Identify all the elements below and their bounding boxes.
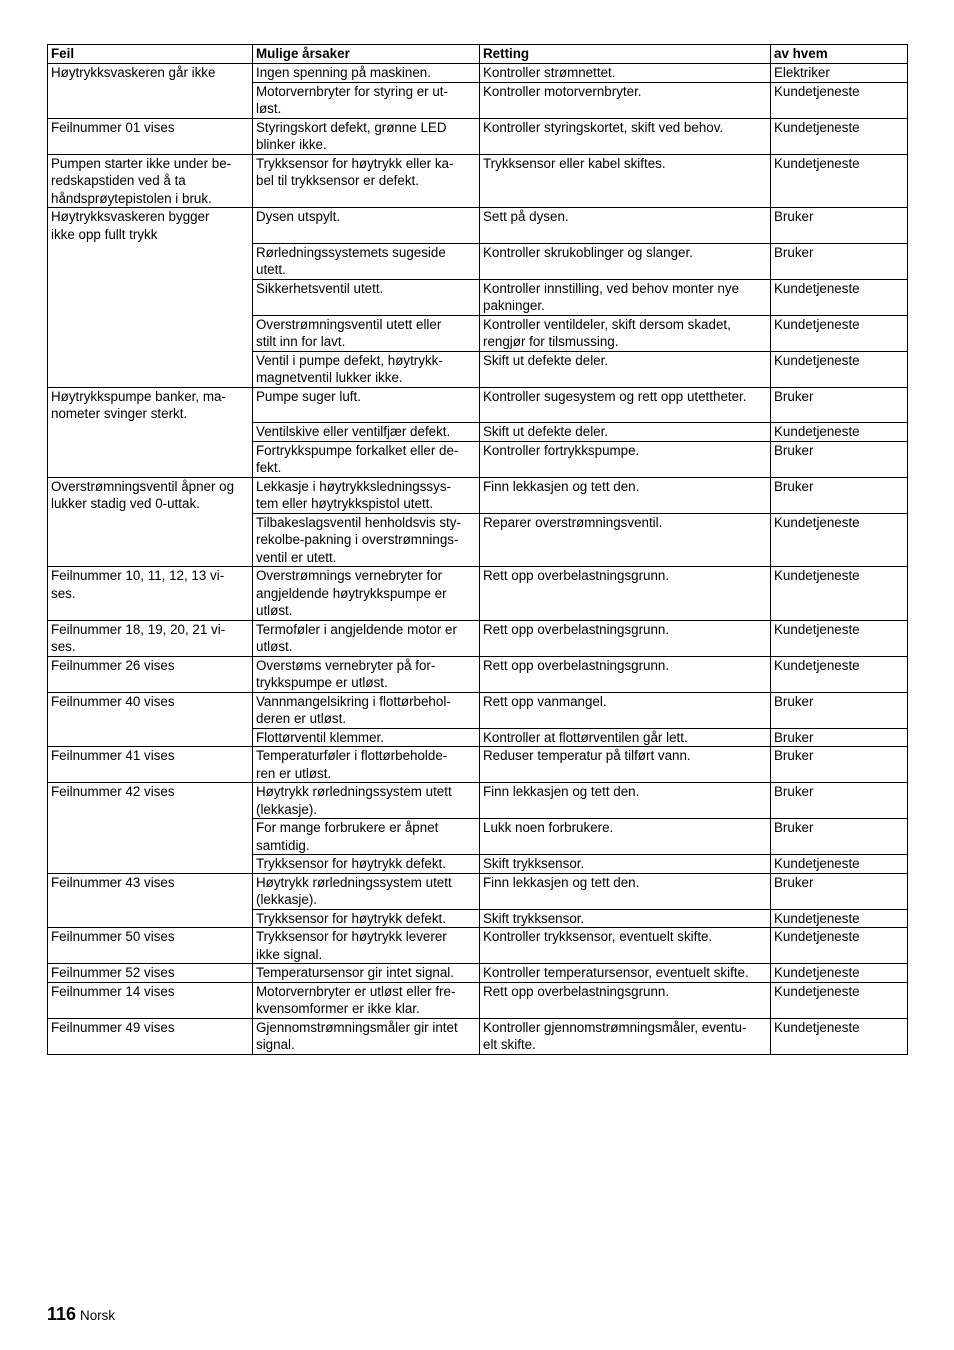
table-row bbox=[48, 477, 908, 513]
cause-cell: Vannmangelsikring i flottørbehol- deren er utløst. bbox=[253, 692, 480, 728]
cause-cell: Trykksensor for høytrykk defekt. bbox=[253, 855, 480, 874]
responsible-cell: Kundetjeneste bbox=[771, 315, 908, 351]
fault-cell bbox=[48, 513, 253, 567]
table-row bbox=[48, 423, 908, 442]
remedy-cell: Kontroller styringskortet, skift ved behov. bbox=[480, 118, 771, 154]
table-row bbox=[48, 279, 908, 315]
remedy-cell: Trykksensor eller kabel skiftes. bbox=[480, 154, 771, 208]
table-body bbox=[48, 64, 908, 1055]
cause-cell: Temperaturføler i flottørbeholde- ren er utløst. bbox=[253, 747, 480, 783]
remedy-cell: Kontroller trykksensor, eventuelt skifte. bbox=[480, 928, 771, 964]
remedy-cell: Kontroller temperatursensor, eventuelt skifte. bbox=[480, 964, 771, 983]
cause-cell: Tilbakeslagsventil henholdsvis sty- rekolbe-pakning i overstrømnings- ventil er utett. bbox=[253, 513, 480, 567]
table-row bbox=[48, 909, 908, 928]
responsible-cell: Kundetjeneste bbox=[771, 909, 908, 928]
remedy-cell: Reduser temperatur på tilført vann. bbox=[480, 747, 771, 783]
fault-cell: Feilnummer 43 vises bbox=[48, 873, 253, 909]
remedy-cell: Kontroller ventildeler, skift dersom skadet, rengjør for tilsmussing. bbox=[480, 315, 771, 351]
page-footer bbox=[47, 1304, 115, 1325]
remedy-cell: Skift ut defekte deler. bbox=[480, 351, 771, 387]
fault-cell bbox=[48, 819, 253, 855]
cause-cell: Trykksensor for høytrykk leverer ikke signal. bbox=[253, 928, 480, 964]
remedy-cell: Kontroller skrukoblinger og slanger. bbox=[480, 243, 771, 279]
responsible-cell: Kundetjeneste bbox=[771, 154, 908, 208]
cause-cell: Motorvernbryter for styring er ut- løst. bbox=[253, 82, 480, 118]
fault-cell: Pumpen starter ikke under be- redskapstiden ved å ta håndsprøytepistolen i bruk. bbox=[48, 154, 253, 208]
responsible-cell: Bruker bbox=[771, 728, 908, 747]
cause-cell: Overstrømnings vernebryter for angjeldende høytrykkspumpe er utløst. bbox=[253, 567, 480, 621]
remedy-cell: Rett opp vanmangel. bbox=[480, 692, 771, 728]
responsible-cell: Bruker bbox=[771, 243, 908, 279]
header-by-whom: av hvem bbox=[771, 45, 908, 64]
fault-cell: Høytrykksvaskeren går ikke bbox=[48, 64, 253, 83]
remedy-cell: Finn lekkasjen og tett den. bbox=[480, 477, 771, 513]
remedy-cell: Skift trykksensor. bbox=[480, 909, 771, 928]
responsible-cell: Kundetjeneste bbox=[771, 620, 908, 656]
table-row bbox=[48, 747, 908, 783]
responsible-cell: Bruker bbox=[771, 441, 908, 477]
remedy-cell: Sett på dysen. bbox=[480, 208, 771, 244]
cause-cell: Trykksensor for høytrykk defekt. bbox=[253, 909, 480, 928]
cause-cell: Overstøms vernebryter på for- trykkspumpe er utløst. bbox=[253, 656, 480, 692]
fault-cell bbox=[48, 243, 253, 279]
remedy-cell: Kontroller at flottørventilen går lett. bbox=[480, 728, 771, 747]
fault-cell: Høytrykksvaskeren bygger ikke opp fullt trykk bbox=[48, 208, 253, 244]
cause-cell: Trykksensor for høytrykk eller ka- bel til trykksensor er defekt. bbox=[253, 154, 480, 208]
fault-cell bbox=[48, 279, 253, 315]
fault-cell: Overstrømningsventil åpner og lukker stadig ved 0-uttak. bbox=[48, 477, 253, 513]
responsible-cell: Kundetjeneste bbox=[771, 855, 908, 874]
table-row bbox=[48, 513, 908, 567]
fault-cell bbox=[48, 728, 253, 747]
cause-cell: Termoføler i angjeldende motor er utløst. bbox=[253, 620, 480, 656]
table-row bbox=[48, 567, 908, 621]
responsible-cell: Kundetjeneste bbox=[771, 279, 908, 315]
fault-cell: Feilnummer 42 vises bbox=[48, 783, 253, 819]
table-row bbox=[48, 873, 908, 909]
remedy-cell: Rett opp overbelastningsgrunn. bbox=[480, 656, 771, 692]
cause-cell: Lekkasje i høytrykksledningssys- tem eller høytrykkspistol utett. bbox=[253, 477, 480, 513]
table-row bbox=[48, 819, 908, 855]
fault-cell: Feilnummer 50 vises bbox=[48, 928, 253, 964]
fault-cell: Feilnummer 10, 11, 12, 13 vi- ses. bbox=[48, 567, 253, 621]
cause-cell: Høytrykk rørledningssystem utett (lekkasje). bbox=[253, 873, 480, 909]
cause-cell: Temperatursensor gir intet signal. bbox=[253, 964, 480, 983]
table-row bbox=[48, 441, 908, 477]
footer-language: Norsk bbox=[80, 1308, 116, 1323]
fault-cell bbox=[48, 351, 253, 387]
cause-cell: Rørledningssystemets sugeside utett. bbox=[253, 243, 480, 279]
remedy-cell: Kontroller sugesystem og rett opp utettheter. bbox=[480, 387, 771, 423]
header-causes: Mulige årsaker bbox=[253, 45, 480, 64]
table-row bbox=[48, 656, 908, 692]
cause-cell: Pumpe suger luft. bbox=[253, 387, 480, 423]
cause-cell: Dysen utspylt. bbox=[253, 208, 480, 244]
fault-cell bbox=[48, 855, 253, 874]
responsible-cell: Bruker bbox=[771, 208, 908, 244]
responsible-cell: Kundetjeneste bbox=[771, 928, 908, 964]
fault-cell bbox=[48, 423, 253, 442]
responsible-cell: Kundetjeneste bbox=[771, 423, 908, 442]
page-number: 116 bbox=[47, 1304, 77, 1324]
remedy-cell: Kontroller strømnettet. bbox=[480, 64, 771, 83]
remedy-cell: Skift trykksensor. bbox=[480, 855, 771, 874]
responsible-cell: Kundetjeneste bbox=[771, 567, 908, 621]
table-row bbox=[48, 982, 908, 1018]
table-row bbox=[48, 64, 908, 83]
table-row bbox=[48, 783, 908, 819]
cause-cell: Ventilskive eller ventilfjær defekt. bbox=[253, 423, 480, 442]
responsible-cell: Kundetjeneste bbox=[771, 118, 908, 154]
remedy-cell: Kontroller innstilling, ved behov monter nye pakninger. bbox=[480, 279, 771, 315]
table-row bbox=[48, 208, 908, 244]
responsible-cell: Bruker bbox=[771, 387, 908, 423]
cause-cell: Styringskort defekt, grønne LED blinker ikke. bbox=[253, 118, 480, 154]
fault-cell: Feilnummer 01 vises bbox=[48, 118, 253, 154]
table-row bbox=[48, 692, 908, 728]
table-row bbox=[48, 315, 908, 351]
table-row bbox=[48, 118, 908, 154]
cause-cell: Høytrykk rørledningssystem utett (lekkasje). bbox=[253, 783, 480, 819]
troubleshooting-table bbox=[47, 44, 908, 1055]
responsible-cell: Kundetjeneste bbox=[771, 1018, 908, 1054]
fault-cell bbox=[48, 315, 253, 351]
remedy-cell: Rett opp overbelastningsgrunn. bbox=[480, 982, 771, 1018]
fault-cell: Feilnummer 41 vises bbox=[48, 747, 253, 783]
cause-cell: Flottørventil klemmer. bbox=[253, 728, 480, 747]
table-row bbox=[48, 1018, 908, 1054]
table-row bbox=[48, 154, 908, 208]
fault-cell bbox=[48, 82, 253, 118]
cause-cell: Motorvernbryter er utløst eller fre- kvensomformer er ikke klar. bbox=[253, 982, 480, 1018]
table-row bbox=[48, 387, 908, 423]
table-row bbox=[48, 82, 908, 118]
remedy-cell: Lukk noen forbrukere. bbox=[480, 819, 771, 855]
remedy-cell: Skift ut defekte deler. bbox=[480, 423, 771, 442]
remedy-cell: Finn lekkasjen og tett den. bbox=[480, 873, 771, 909]
remedy-cell: Rett opp overbelastningsgrunn. bbox=[480, 620, 771, 656]
responsible-cell: Bruker bbox=[771, 819, 908, 855]
table-row bbox=[48, 351, 908, 387]
remedy-cell: Kontroller motorvernbryter. bbox=[480, 82, 771, 118]
fault-cell: Feilnummer 18, 19, 20, 21 vi- ses. bbox=[48, 620, 253, 656]
cause-cell: Ventil i pumpe defekt, høytrykk- magnetventil lukker ikke. bbox=[253, 351, 480, 387]
header-row bbox=[48, 45, 908, 64]
cause-cell: Sikkerhetsventil utett. bbox=[253, 279, 480, 315]
responsible-cell: Bruker bbox=[771, 873, 908, 909]
remedy-cell: Finn lekkasjen og tett den. bbox=[480, 783, 771, 819]
table-row bbox=[48, 620, 908, 656]
table-row bbox=[48, 728, 908, 747]
responsible-cell: Bruker bbox=[771, 477, 908, 513]
fault-cell: Feilnummer 14 vises bbox=[48, 982, 253, 1018]
cause-cell: Overstrømningsventil utett eller stilt inn for lavt. bbox=[253, 315, 480, 351]
fault-cell bbox=[48, 909, 253, 928]
fault-cell bbox=[48, 441, 253, 477]
cause-cell: Fortrykkspumpe forkalket eller de- fekt. bbox=[253, 441, 480, 477]
fault-cell: Feilnummer 52 vises bbox=[48, 964, 253, 983]
responsible-cell: Elektriker bbox=[771, 64, 908, 83]
table-row bbox=[48, 243, 908, 279]
fault-cell: Feilnummer 40 vises bbox=[48, 692, 253, 728]
table-row bbox=[48, 855, 908, 874]
cause-cell: Gjennomstrømningsmåler gir intet signal. bbox=[253, 1018, 480, 1054]
responsible-cell: Kundetjeneste bbox=[771, 656, 908, 692]
table-row bbox=[48, 964, 908, 983]
responsible-cell: Bruker bbox=[771, 747, 908, 783]
responsible-cell: Kundetjeneste bbox=[771, 982, 908, 1018]
table-row bbox=[48, 928, 908, 964]
fault-cell: Feilnummer 49 vises bbox=[48, 1018, 253, 1054]
header-remedy: Retting bbox=[480, 45, 771, 64]
remedy-cell: Kontroller fortrykkspumpe. bbox=[480, 441, 771, 477]
responsible-cell: Kundetjeneste bbox=[771, 964, 908, 983]
cause-cell: For mange forbrukere er åpnet samtidig. bbox=[253, 819, 480, 855]
fault-cell: Feilnummer 26 vises bbox=[48, 656, 253, 692]
fault-cell: Høytrykkspumpe banker, ma- nometer svinger sterkt. bbox=[48, 387, 253, 423]
responsible-cell: Bruker bbox=[771, 783, 908, 819]
responsible-cell: Kundetjeneste bbox=[771, 351, 908, 387]
responsible-cell: Kundetjeneste bbox=[771, 513, 908, 567]
remedy-cell: Reparer overstrømningsventil. bbox=[480, 513, 771, 567]
responsible-cell: Bruker bbox=[771, 692, 908, 728]
header-fault: Feil bbox=[48, 45, 253, 64]
cause-cell: Ingen spenning på maskinen. bbox=[253, 64, 480, 83]
remedy-cell: Kontroller gjennomstrømningsmåler, eventu- elt skifte. bbox=[480, 1018, 771, 1054]
responsible-cell: Kundetjeneste bbox=[771, 82, 908, 118]
remedy-cell: Rett opp overbelastningsgrunn. bbox=[480, 567, 771, 621]
